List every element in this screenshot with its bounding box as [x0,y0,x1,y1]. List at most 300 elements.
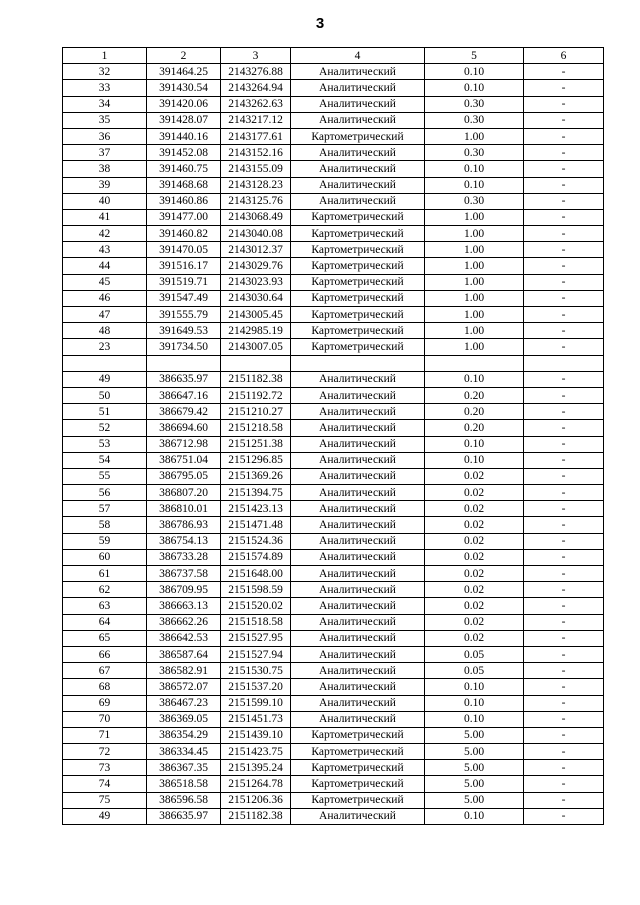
point-number-cell: 49 [63,808,147,824]
accuracy-cell: 0.10 [425,452,524,468]
point-number-cell: 57 [63,501,147,517]
y-coordinate-cell: 2151520.02 [221,598,291,614]
x-coordinate-cell: 386679.42 [147,404,221,420]
accuracy-cell: 0.02 [425,533,524,549]
y-coordinate-cell: 2151527.95 [221,630,291,646]
note-cell: - [524,646,604,662]
point-number-cell: 61 [63,566,147,582]
coordinates-table [62,47,604,825]
header-cell: 4 [291,48,425,64]
method-cell: Аналитический [291,808,425,824]
header-cell: 1 [63,48,147,64]
method-cell: Аналитический [291,96,425,112]
method-cell: Аналитический [291,387,425,403]
x-coordinate-cell: 386662.26 [147,614,221,630]
header-cell: 6 [524,48,604,64]
y-coordinate-cell: 2143023.93 [221,274,291,290]
note-cell: - [524,274,604,290]
x-coordinate-cell: 386596.58 [147,792,221,808]
table-row [63,128,604,144]
note-cell: - [524,566,604,582]
method-cell: Картометрический [291,307,425,323]
note-cell: - [524,112,604,128]
x-coordinate-cell: 386467.23 [147,695,221,711]
note-cell: - [524,614,604,630]
table-body [63,48,604,825]
accuracy-cell: 0.30 [425,96,524,112]
x-coordinate-cell: 386354.29 [147,727,221,743]
x-coordinate-cell: 386582.91 [147,663,221,679]
accuracy-cell: 0.02 [425,501,524,517]
point-number-cell: 64 [63,614,147,630]
y-coordinate-cell: 2151423.13 [221,501,291,517]
x-coordinate-cell: 391460.86 [147,193,221,209]
method-cell: Аналитический [291,177,425,193]
y-coordinate-cell: 2143007.05 [221,339,291,355]
accuracy-cell: 0.02 [425,566,524,582]
table-row [63,646,604,662]
note-cell: - [524,727,604,743]
table-row [63,630,604,646]
method-cell: Аналитический [291,468,425,484]
x-coordinate-cell: 386694.60 [147,420,221,436]
x-coordinate-cell: 386334.45 [147,744,221,760]
point-number-cell: 56 [63,485,147,501]
point-number-cell: 49 [63,371,147,387]
method-cell: Картометрический [291,792,425,808]
x-coordinate-cell: 386807.20 [147,485,221,501]
y-coordinate-cell: 2151451.73 [221,711,291,727]
point-number-cell: 39 [63,177,147,193]
point-number-cell: 50 [63,387,147,403]
note-cell: - [524,242,604,258]
table-row [63,242,604,258]
x-coordinate-cell: 386635.97 [147,808,221,824]
table-row [63,711,604,727]
accuracy-cell: 5.00 [425,744,524,760]
accuracy-cell: 0.10 [425,80,524,96]
y-coordinate-cell: 2151206.36 [221,792,291,808]
table-row [63,517,604,533]
table-row [63,371,604,387]
note-cell: - [524,128,604,144]
accuracy-cell: 1.00 [425,128,524,144]
y-coordinate-cell: 2143177.61 [221,128,291,144]
method-cell: Картометрический [291,744,425,760]
x-coordinate-cell: 391555.79 [147,307,221,323]
y-coordinate-cell: 2151192.72 [221,387,291,403]
note-cell: - [524,808,604,824]
method-cell: Аналитический [291,533,425,549]
table-row [63,355,604,371]
method-cell: Аналитический [291,485,425,501]
accuracy-cell: 5.00 [425,792,524,808]
method-cell: Картометрический [291,258,425,274]
y-coordinate-cell: 2151218.58 [221,420,291,436]
table-row [63,501,604,517]
note-cell: - [524,452,604,468]
table-row [63,323,604,339]
y-coordinate-cell: 2151251.38 [221,436,291,452]
accuracy-cell: 1.00 [425,274,524,290]
method-cell [291,355,425,371]
point-number-cell: 23 [63,339,147,355]
method-cell: Аналитический [291,549,425,565]
point-number-cell: 54 [63,452,147,468]
accuracy-cell: 0.02 [425,549,524,565]
y-coordinate-cell: 2143125.76 [221,193,291,209]
y-coordinate-cell: 2151530.75 [221,663,291,679]
table-row [63,663,604,679]
method-cell: Аналитический [291,711,425,727]
table-row [63,695,604,711]
y-coordinate-cell: 2143217.12 [221,112,291,128]
point-number-cell: 73 [63,760,147,776]
note-cell: - [524,420,604,436]
method-cell: Аналитический [291,501,425,517]
method-cell: Картометрический [291,274,425,290]
accuracy-cell: 0.10 [425,695,524,711]
y-coordinate-cell: 2151471.48 [221,517,291,533]
accuracy-cell: 0.10 [425,64,524,80]
y-coordinate-cell: 2151648.00 [221,566,291,582]
table-row [63,549,604,565]
point-number-cell: 41 [63,209,147,225]
accuracy-cell: 5.00 [425,727,524,743]
point-number-cell: 34 [63,96,147,112]
y-coordinate-cell: 2143128.23 [221,177,291,193]
x-coordinate-cell: 386635.97 [147,371,221,387]
y-coordinate-cell: 2151369.26 [221,468,291,484]
point-number-cell: 40 [63,193,147,209]
method-cell: Картометрический [291,727,425,743]
x-coordinate-cell: 386518.58 [147,776,221,792]
method-cell: Аналитический [291,566,425,582]
y-coordinate-cell: 2151537.20 [221,679,291,695]
table-row [63,258,604,274]
point-number-cell: 43 [63,242,147,258]
table-row [63,727,604,743]
y-coordinate-cell: 2143276.88 [221,64,291,80]
header-cell: 3 [221,48,291,64]
table-row [63,452,604,468]
table-row [63,209,604,225]
method-cell: Аналитический [291,630,425,646]
table-row [63,80,604,96]
point-number-cell: 33 [63,80,147,96]
note-cell: - [524,468,604,484]
header-cell: 2 [147,48,221,64]
point-number-cell: 52 [63,420,147,436]
table-row [63,485,604,501]
x-coordinate-cell: 386663.13 [147,598,221,614]
x-coordinate-cell: 386786.93 [147,517,221,533]
point-number-cell: 51 [63,404,147,420]
note-cell: - [524,193,604,209]
y-coordinate-cell: 2143030.64 [221,290,291,306]
accuracy-cell: 0.02 [425,468,524,484]
y-coordinate-cell: 2151395.24 [221,760,291,776]
x-coordinate-cell: 386733.28 [147,549,221,565]
x-coordinate-cell: 386572.07 [147,679,221,695]
method-cell: Аналитический [291,517,425,533]
method-cell: Картометрический [291,760,425,776]
page-number: 3 [315,15,325,32]
accuracy-cell: 0.10 [425,371,524,387]
point-number-cell: 75 [63,792,147,808]
x-coordinate-cell: 386754.13 [147,533,221,549]
point-number-cell: 74 [63,776,147,792]
note-cell: - [524,501,604,517]
point-number-cell: 38 [63,161,147,177]
table-row [63,96,604,112]
note-cell: - [524,258,604,274]
point-number-cell: 63 [63,598,147,614]
table-row [63,145,604,161]
x-coordinate-cell: 391649.53 [147,323,221,339]
x-coordinate-cell: 391477.00 [147,209,221,225]
y-coordinate-cell: 2151423.75 [221,744,291,760]
table-row [63,533,604,549]
x-coordinate-cell: 386642.53 [147,630,221,646]
y-coordinate-cell: 2151394.75 [221,485,291,501]
point-number-cell: 47 [63,307,147,323]
table-row [63,566,604,582]
point-number-cell [63,355,147,371]
x-coordinate-cell: 391452.08 [147,145,221,161]
x-coordinate-cell [147,355,221,371]
point-number-cell: 45 [63,274,147,290]
note-cell: - [524,582,604,598]
x-coordinate-cell: 391460.75 [147,161,221,177]
x-coordinate-cell: 391516.17 [147,258,221,274]
table-row [63,468,604,484]
accuracy-cell: 5.00 [425,760,524,776]
point-number-cell: 35 [63,112,147,128]
table-row [63,776,604,792]
method-cell: Аналитический [291,614,425,630]
note-cell: - [524,209,604,225]
y-coordinate-cell: 2143264.94 [221,80,291,96]
accuracy-cell: 0.10 [425,808,524,824]
note-cell: - [524,145,604,161]
accuracy-cell: 1.00 [425,209,524,225]
point-number-cell: 62 [63,582,147,598]
method-cell: Аналитический [291,695,425,711]
note-cell: - [524,485,604,501]
point-number-cell: 72 [63,744,147,760]
method-cell: Аналитический [291,598,425,614]
x-coordinate-cell: 391428.07 [147,112,221,128]
method-cell: Картометрический [291,209,425,225]
accuracy-cell: 0.02 [425,582,524,598]
x-coordinate-cell: 391468.68 [147,177,221,193]
method-cell: Аналитический [291,193,425,209]
note-cell: - [524,226,604,242]
x-coordinate-cell: 391420.06 [147,96,221,112]
note-cell: - [524,64,604,80]
accuracy-cell: 0.30 [425,112,524,128]
method-cell: Аналитический [291,64,425,80]
accuracy-cell: 5.00 [425,776,524,792]
y-coordinate-cell: 2143262.63 [221,96,291,112]
x-coordinate-cell: 386795.05 [147,468,221,484]
accuracy-cell: 0.02 [425,485,524,501]
point-number-cell: 58 [63,517,147,533]
x-coordinate-cell: 386647.16 [147,387,221,403]
method-cell: Аналитический [291,371,425,387]
table-row [63,436,604,452]
method-cell: Аналитический [291,112,425,128]
note-cell: - [524,161,604,177]
note-cell: - [524,744,604,760]
x-coordinate-cell: 386367.35 [147,760,221,776]
table-row [63,808,604,824]
note-cell: - [524,371,604,387]
note-cell: - [524,598,604,614]
note-cell: - [524,96,604,112]
method-cell: Картометрический [291,323,425,339]
note-cell: - [524,177,604,193]
point-number-cell: 70 [63,711,147,727]
x-coordinate-cell: 391440.16 [147,128,221,144]
method-cell: Аналитический [291,404,425,420]
x-coordinate-cell: 386709.95 [147,582,221,598]
point-number-cell: 42 [63,226,147,242]
note-cell: - [524,290,604,306]
method-cell: Картометрический [291,226,425,242]
point-number-cell: 53 [63,436,147,452]
accuracy-cell: 0.10 [425,161,524,177]
method-cell: Аналитический [291,582,425,598]
method-cell: Картометрический [291,242,425,258]
table-row [63,404,604,420]
table-row [63,64,604,80]
y-coordinate-cell: 2143152.16 [221,145,291,161]
y-coordinate-cell: 2143068.49 [221,209,291,225]
table-row [63,177,604,193]
point-number-cell: 68 [63,679,147,695]
point-number-cell: 32 [63,64,147,80]
x-coordinate-cell: 386810.01 [147,501,221,517]
x-coordinate-cell: 386737.58 [147,566,221,582]
y-coordinate-cell: 2151264.78 [221,776,291,792]
x-coordinate-cell: 391547.49 [147,290,221,306]
accuracy-cell: 0.10 [425,679,524,695]
table-header-row [63,48,604,64]
accuracy-cell: 1.00 [425,242,524,258]
note-cell: - [524,517,604,533]
y-coordinate-cell: 2151524.36 [221,533,291,549]
note-cell [524,355,604,371]
table-row [63,339,604,355]
method-cell: Аналитический [291,420,425,436]
header-cell: 5 [425,48,524,64]
y-coordinate-cell: 2143029.76 [221,258,291,274]
y-coordinate-cell: 2151599.10 [221,695,291,711]
y-coordinate-cell: 2151182.38 [221,371,291,387]
accuracy-cell [425,355,524,371]
x-coordinate-cell: 391470.05 [147,242,221,258]
accuracy-cell: 1.00 [425,307,524,323]
point-number-cell: 36 [63,128,147,144]
note-cell: - [524,323,604,339]
table-row [63,387,604,403]
accuracy-cell: 0.10 [425,436,524,452]
x-coordinate-cell: 386712.98 [147,436,221,452]
x-coordinate-cell: 391460.82 [147,226,221,242]
y-coordinate-cell: 2151182.38 [221,808,291,824]
accuracy-cell: 0.10 [425,711,524,727]
accuracy-cell: 1.00 [425,323,524,339]
method-cell: Аналитический [291,161,425,177]
y-coordinate-cell: 2151598.59 [221,582,291,598]
table-row [63,193,604,209]
y-coordinate-cell: 2151439.10 [221,727,291,743]
accuracy-cell: 0.05 [425,663,524,679]
accuracy-cell: 1.00 [425,339,524,355]
table-row [63,760,604,776]
point-number-cell: 37 [63,145,147,161]
y-coordinate-cell: 2151574.89 [221,549,291,565]
y-coordinate-cell: 2143005.45 [221,307,291,323]
note-cell: - [524,760,604,776]
method-cell: Картометрический [291,339,425,355]
accuracy-cell: 0.02 [425,517,524,533]
x-coordinate-cell: 391734.50 [147,339,221,355]
note-cell: - [524,711,604,727]
accuracy-cell: 0.02 [425,630,524,646]
accuracy-cell: 0.10 [425,177,524,193]
note-cell: - [524,80,604,96]
y-coordinate-cell: 2151296.85 [221,452,291,468]
y-coordinate-cell: 2143040.08 [221,226,291,242]
note-cell: - [524,436,604,452]
accuracy-cell: 0.02 [425,614,524,630]
note-cell: - [524,387,604,403]
table-row [63,226,604,242]
note-cell: - [524,549,604,565]
y-coordinate-cell: 2151210.27 [221,404,291,420]
method-cell: Аналитический [291,80,425,96]
method-cell: Аналитический [291,145,425,161]
x-coordinate-cell: 391464.25 [147,64,221,80]
table-row [63,274,604,290]
x-coordinate-cell: 391519.71 [147,274,221,290]
table-row [63,792,604,808]
accuracy-cell: 1.00 [425,226,524,242]
method-cell: Картометрический [291,128,425,144]
table-row [63,598,604,614]
accuracy-cell: 0.20 [425,404,524,420]
table-row [63,307,604,323]
method-cell: Аналитический [291,663,425,679]
y-coordinate-cell [221,355,291,371]
point-number-cell: 66 [63,646,147,662]
point-number-cell: 55 [63,468,147,484]
table-row [63,744,604,760]
note-cell: - [524,339,604,355]
y-coordinate-cell: 2143012.37 [221,242,291,258]
point-number-cell: 60 [63,549,147,565]
x-coordinate-cell: 391430.54 [147,80,221,96]
method-cell: Аналитический [291,679,425,695]
x-coordinate-cell: 386587.64 [147,646,221,662]
accuracy-cell: 1.00 [425,258,524,274]
table-row [63,112,604,128]
table-row [63,679,604,695]
method-cell: Картометрический [291,776,425,792]
